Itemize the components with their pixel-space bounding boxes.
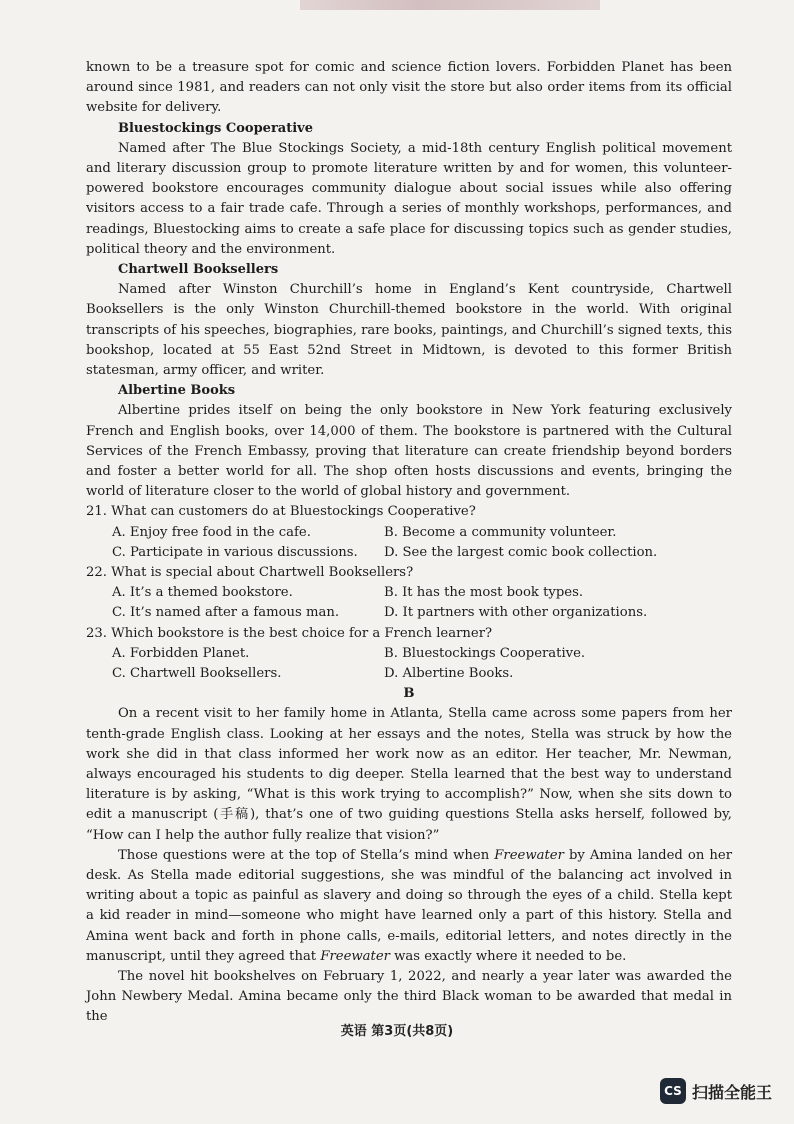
- question-stem: 21. What can customers do at Bluestockings Cooperative?: [86, 504, 476, 520]
- option-a: A. Forbidden Planet.: [112, 645, 250, 661]
- passage-b-paragraph-2: [86, 846, 732, 967]
- book-title: Freewater: [320, 948, 390, 964]
- camscanner-logo-icon: CS: [660, 1078, 686, 1104]
- option-c: C. Chartwell Booksellers.: [112, 666, 282, 682]
- page-footer: 英语 第3页(共8页): [340, 1024, 454, 1039]
- section-label-b: B: [403, 686, 415, 702]
- question-21: [86, 502, 732, 563]
- store-heading-albertine: Albertine Books: [118, 383, 236, 399]
- watermark-text: 扫描全能王: [691, 1082, 772, 1102]
- option-d: D. It partners with other organizations.: [384, 605, 648, 621]
- option-d: D. Albertine Books.: [384, 666, 514, 682]
- question-stem: 22. What is special about Chartwell Booksellers?: [86, 565, 414, 581]
- passage-a-intro: known to be a treasure spot for comic and science fiction lovers. Forbidden Planet has been around since 1981, and readers can not only visit the store but also order items from its official website for delivery.: [86, 60, 732, 116]
- scanner-watermark: [660, 1078, 772, 1104]
- option-a: A. Enjoy free food in the cafe.: [112, 524, 311, 540]
- store-text-chartwell: Named after Winston Churchill’s home in England’s Kent countryside, Chartwell Booksellers is the only Winston Churchill-themed bookstore in the world. With original transcripts of his speeches, biographies, rare books, paintings, and Churchill’s signed texts, this bookshop, located at 55 East 52nd Street in Midtown, is devoted to this former British statesman, army officer, and writer.: [86, 282, 732, 379]
- option-b: B. Become a community volunteer.: [384, 524, 617, 540]
- option-c: C. Participate in various discussions.: [112, 544, 358, 560]
- passage-b-paragraph-1: On a recent visit to her family home in Atlanta, Stella came across some papers from her tenth-grade English class. Looking at her essays and the notes, Stella was struck by how the work she did in that class informed her work now as an editor. Her teacher, Mr. Newman, always encouraged his students to dig deeper. Stella learned that the best way to understand literature is by asking, “What is this work trying to accomplish?” Now, when she sits down to edit a manuscript (手稿), that’s one of two guiding questions Stella asks herself, followed by, “How can I help the author fully realize that vision?”: [86, 706, 732, 843]
- question-stem: 23. Which bookstore is the best choice for a French learner?: [86, 625, 493, 641]
- text-run: by Amina landed on her desk. As Stella made editorial suggestions, she was mindful of the balancing act involved in writing about a topic as painful as slavery and doing so through the eyes of a child. Stella kept a kid reader in mind—someone who might have learned only a part of this history. Stella and Amina went back and forth in phone calls, e-mails, editorial letters, and notes directly in the manuscript, until they agreed that: [86, 847, 732, 964]
- scan-top-edge: [300, 0, 600, 10]
- store-text-bluestockings: Named after The Blue Stockings Society, a mid-18th century English political movement and literary discussion group to promote literature written by and for women, this volunteer-powered bookstore encourages community dialogue about social issues while also offering visitors access to a fair trade cafe. Through a series of monthly workshops, performances, and readings, Bluestocking aims to create a safe place for discussing topics such as gender studies, political theory and the environment.: [86, 140, 732, 257]
- option-b: B. It has the most book types.: [384, 585, 584, 601]
- text-run: was exactly where it needed to be.: [389, 948, 627, 964]
- page-body: [86, 58, 732, 1028]
- option-b: B. Bluestockings Cooperative.: [384, 645, 586, 661]
- question-23: [86, 624, 732, 685]
- question-22: [86, 563, 732, 624]
- option-a: A. It’s a themed bookstore.: [112, 585, 293, 601]
- store-text-albertine: Albertine prides itself on being the only bookstore in New York featuring exclusively French and English books, over 14,000 of them. The bookstore is partnered with the Cultural Services of the French Embassy, proving that literature can create friendship beyond borders and foster a better world for all. The shop often hosts discussions and events, bringing the world of literature closer to the world of global history and government.: [86, 403, 732, 500]
- passage-b-paragraph-3: The novel hit bookshelves on February 1, 2022, and nearly a year later was awarded the John Newbery Medal. Amina became only the third Black woman to be awarded that medal in the: [86, 968, 732, 1025]
- option-d: D. See the largest comic book collection.: [384, 544, 658, 560]
- store-heading-bluestockings: Bluestockings Cooperative: [118, 120, 313, 136]
- option-c: C. It’s named after a famous man.: [112, 605, 340, 621]
- book-title: Freewater: [494, 847, 564, 863]
- store-heading-chartwell: Chartwell Booksellers: [118, 262, 279, 278]
- text-run: Those questions were at the top of Stella’s mind when: [118, 847, 495, 863]
